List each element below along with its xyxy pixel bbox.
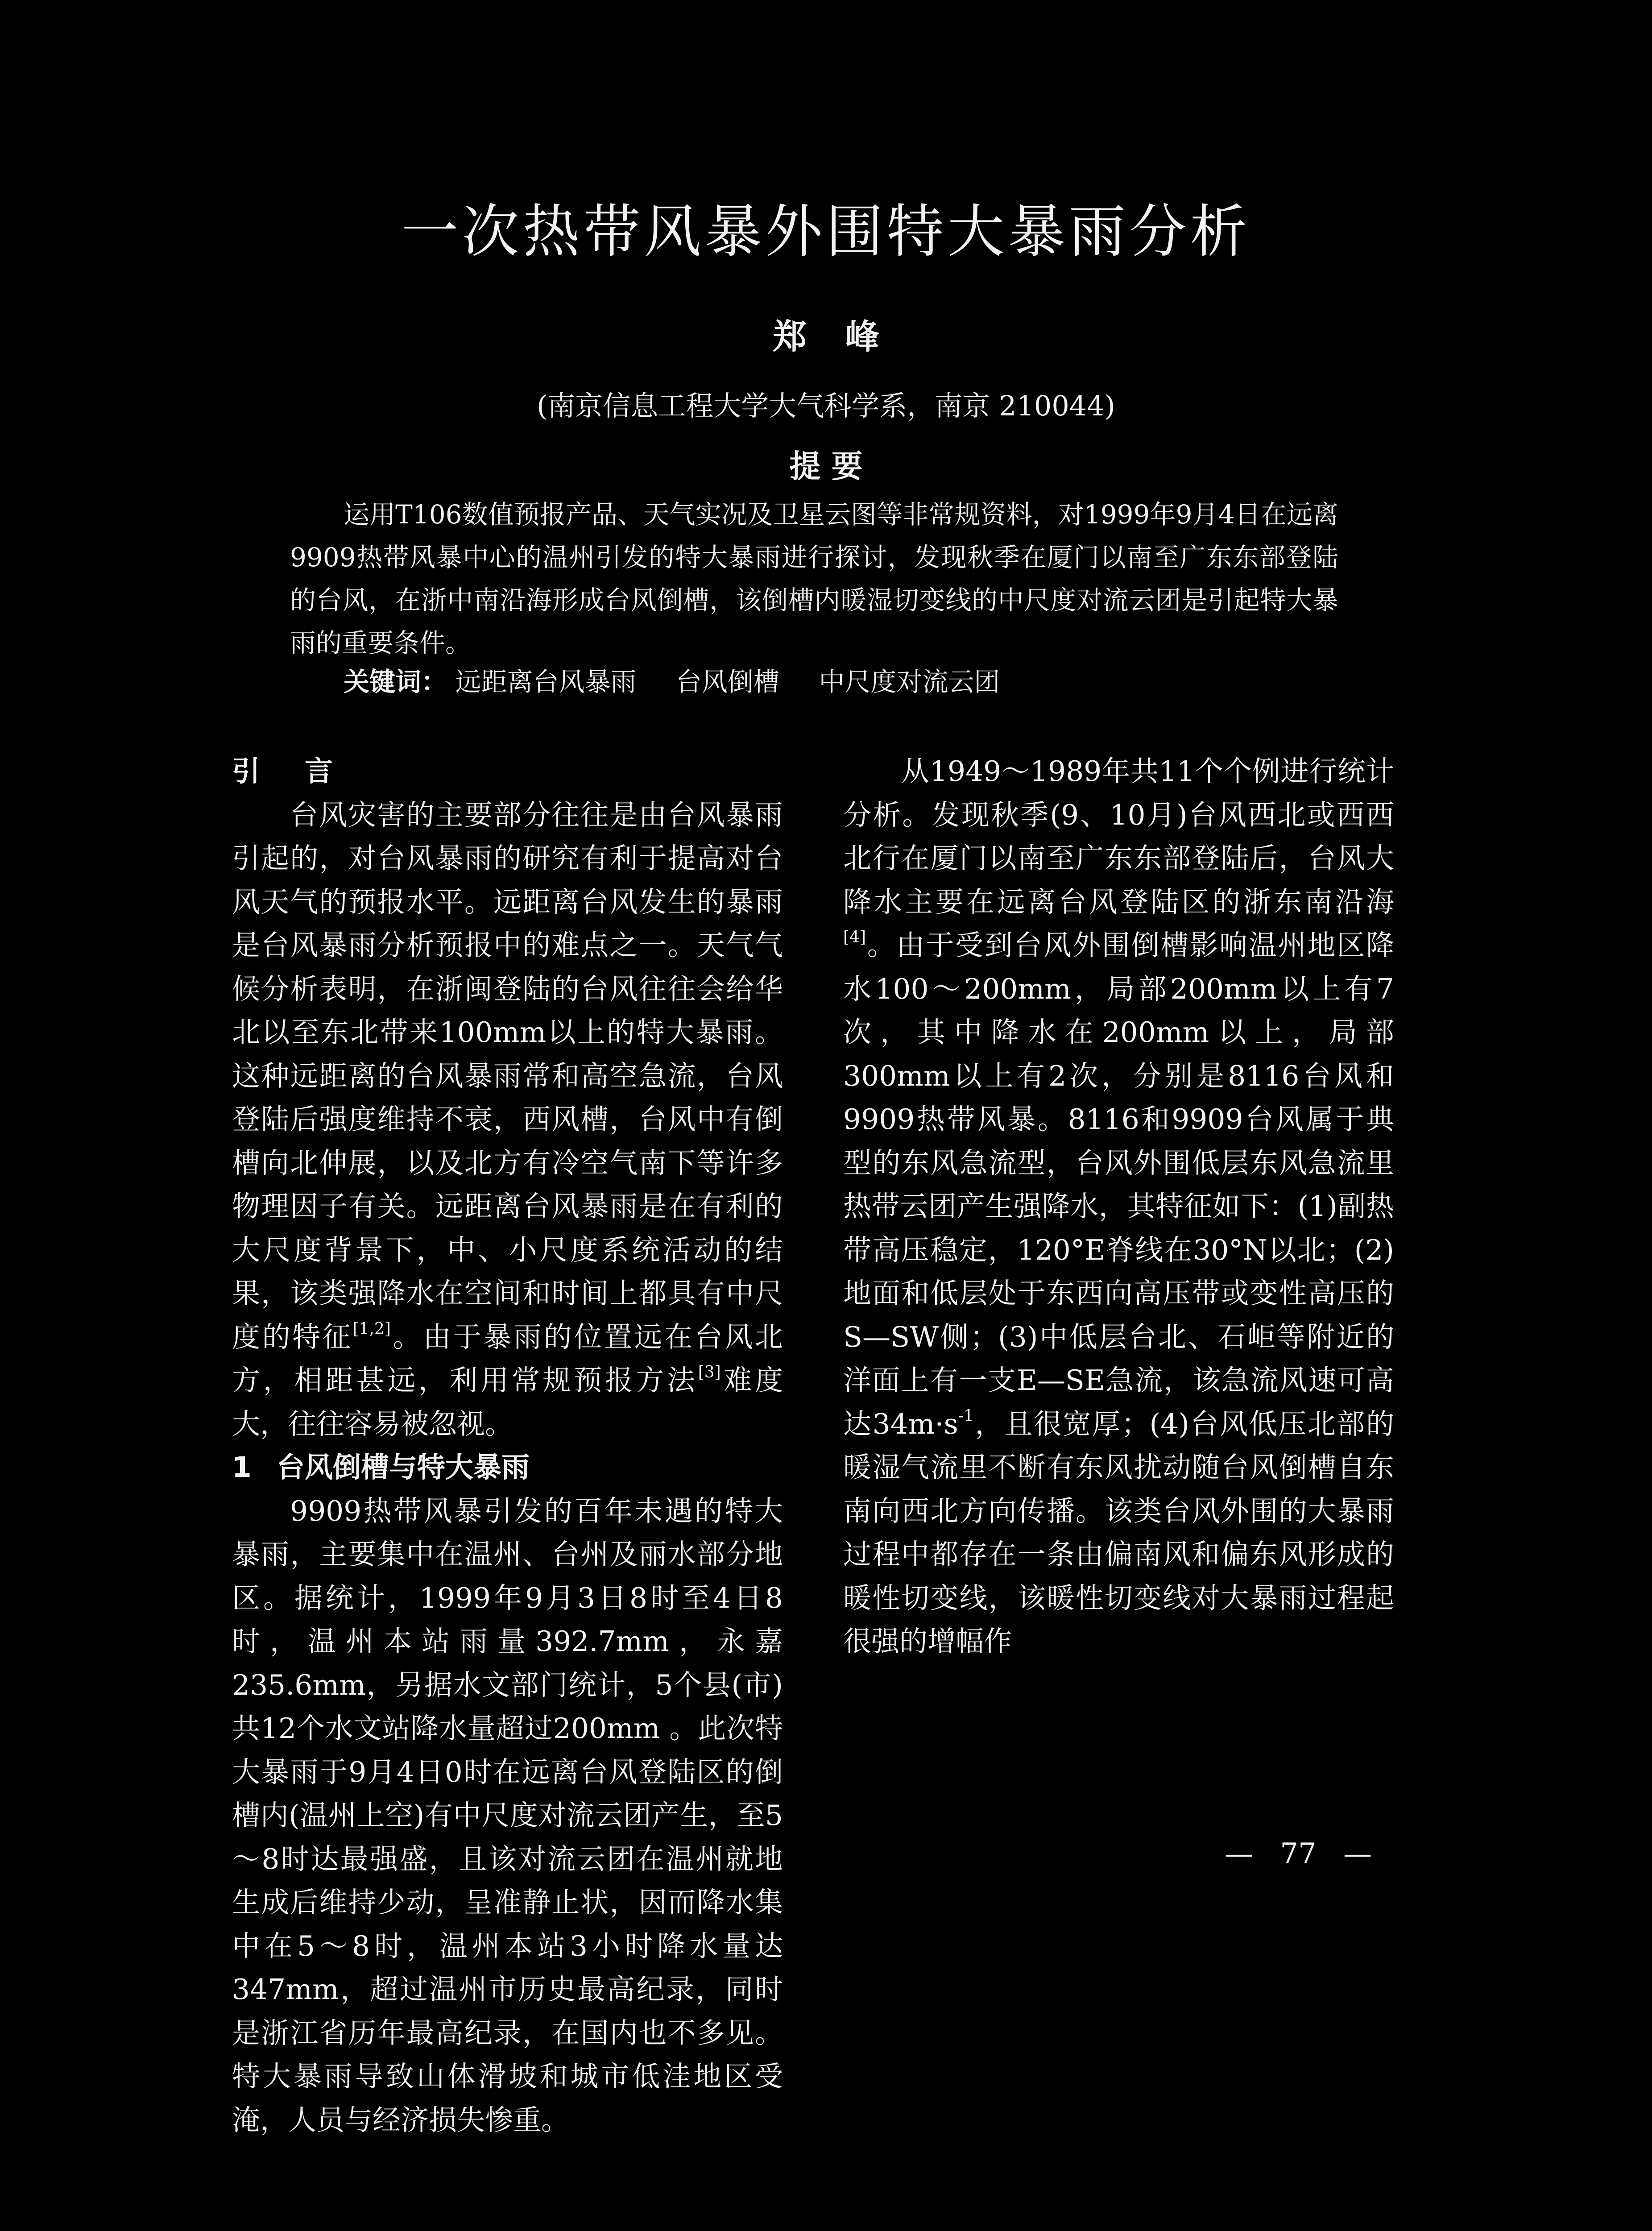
body-text-part: 。由于受到台风外围倒槽影响温州地区降水100～200mm，局部200mm以上有7次，其中降水在200mm以上，局部300mm以上有2次，分别是8116台风和9909热带风暴。8116和9909台风属于典型的东风急流型，台风外围低层东风急流里热带云团产生强降水，其特征如下：(1)副热带高压稳定，120°E脊线在30°N以北；(2)地面和低层处于东西向高压带或变性高压的S—SW侧；(3)中低层台北、石岠等附近的洋面上有一支E—SE急流，该急流风速可高达34m·s (843, 929, 1394, 1440)
reference-citation: [1,2] (352, 1319, 391, 1338)
section-1-heading (232, 1446, 783, 1489)
unit-exponent: -1 (958, 1406, 974, 1425)
body-text-part: ，且很宽厚；(4)台风低压北部的暖湿气流里不断有东风扰动随台风倒槽自东南向西北方向传播。该类台风外围的大暴雨过程中都存在一条由偏南风和偏东风形成的暖性切变线，该暖性切变线对大暴雨过程起很强的增幅作 (843, 1407, 1394, 1658)
section-1-paragraph: 9909热带风暴引发的百年未遇的特大暴雨，主要集中在温州、台州及丽水部分地区。据统计，1999年9月3日8时至4日8时，温州本站雨量392.7mm，永嘉235.6mm，另据水文部门统计，5个县(市)共12个水文站降水量超过200mm 。此次特大暴雨于9月4日0时在远离台风登陆区的倒槽内(温州上空)有中尺度对流云团产生，至5～8时达最强盛，且该对流云团在温州就地生成后维持少动，呈准静止状，因而降水集中在5～8时，温州本站3小时降水量达347mm，超过温州市历史最高纪录，同时是浙江省历年最高纪录，在国内也不多见。特大暴雨导致山体滑坡和城市低洼地区受淹，人员与经济损失惨重。 (232, 1494, 783, 2136)
keywords-label: 关键词： (344, 667, 447, 697)
intro-paragraph (232, 793, 783, 1446)
keyword-item: 中尺度对流云团 (819, 667, 1000, 697)
author-name: 郑 峰 (773, 317, 879, 357)
body-column-right (843, 750, 1394, 1663)
section-1-paragraph-2 (843, 750, 1394, 1663)
body-text-part: 从1949～1989年共11个个例进行统计分析。发现秋季(9、10月)台风西北或西西北行在厦门以南至广东东部登陆后，台风大降水主要在远离台风登陆区的浙东南沿海 (843, 755, 1394, 918)
keyword-item: 远距离台风暴雨 (455, 667, 637, 697)
intro-text-part: 。由于暴雨的位置远在台风北方，相距甚远，利用常规预报方法 (232, 1320, 783, 1397)
intro-text-part: 台风灾害的主要部分往往是由台风暴雨引起的，对台风暴雨的研究有利于提高对台风天气的预报水平。远距离台风发生的暴雨是台风暴雨分析预报中的难点之一。天气气候分析表明，在浙闽登陆的台风往往会给华北以至东北带来100mm以上的特大暴雨。这种远距离的台风暴雨常和高空急流，台风登陆后强度维持不衰，西风槽，台风中有倒槽向北伸展，以及北方有冷空气南下等许多物理因子有关。远距离台风暴雨是在有利的大尺度背景下，中、小尺度系统活动的结果，该类强降水在空间和时间上都具有中尺度的特征 (232, 798, 783, 1353)
keywords (344, 660, 1370, 703)
page-number: — 77 — (1224, 1837, 1372, 1870)
intro-text-part: 难度大，往往容易被忽视。 (232, 1364, 783, 1440)
section-title: 台风倒槽与特大暴雨 (277, 1451, 530, 1484)
abstract-heading: 提 要 (789, 448, 863, 485)
section-number: 1 (232, 1451, 252, 1484)
abstract-text: 运用T106数值预报产品、天气实况及卫星云图等非常规资料，对1999年9月4日在远离9909热带风暴中心的温州引发的特大暴雨进行探讨，发现秋季在厦门以南至广东东部登陆的台风，在浙中南沿海形成台风倒槽，该倒槽内暖湿切变线的中尺度对流云团是引起特大暴雨的重要条件。 (290, 499, 1338, 658)
reference-citation: [3] (698, 1363, 721, 1381)
author-affiliation: (南京信息工程大学大气科学系，南京 210044) (537, 390, 1115, 422)
intro-heading: 引言 (232, 755, 377, 788)
keyword-item: 台风倒槽 (675, 667, 779, 697)
body-column-left (232, 750, 783, 2142)
article-title: 一次热带风暴外围特大暴雨分析 (401, 199, 1251, 265)
reference-citation: [4] (843, 928, 866, 946)
